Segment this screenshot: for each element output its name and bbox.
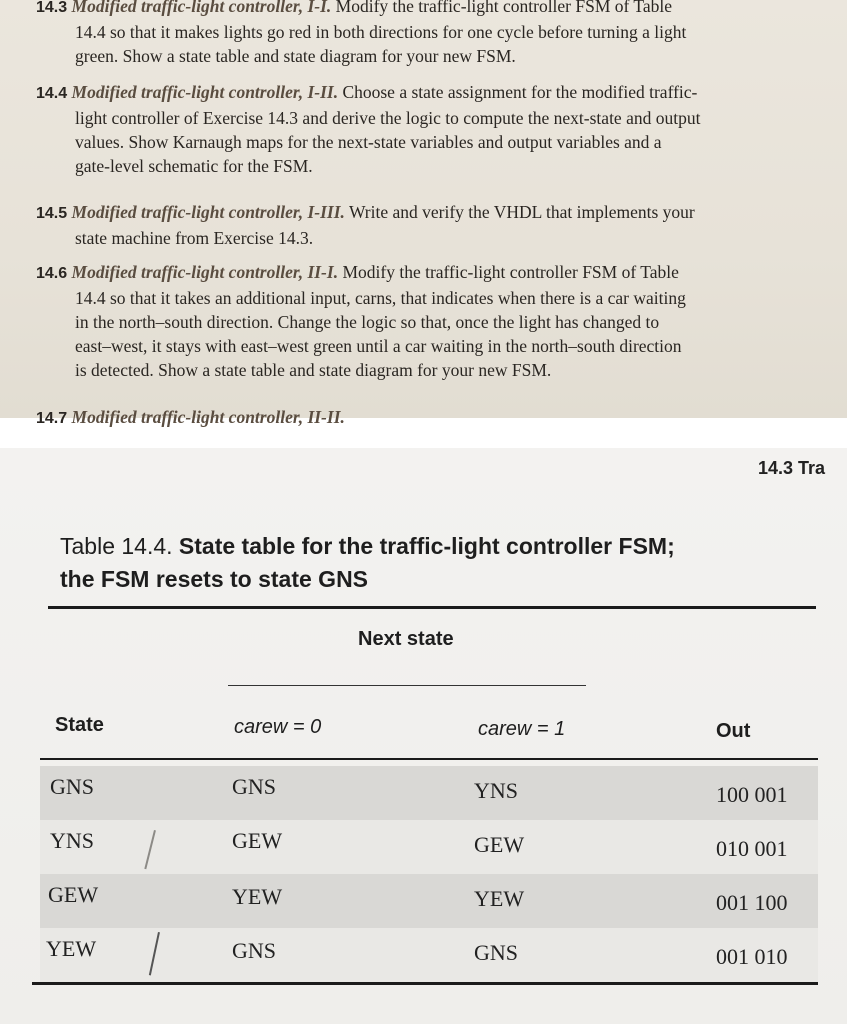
cell-carew-1: GNS bbox=[474, 940, 519, 965]
cell-carew-1: GEW bbox=[474, 832, 525, 857]
table-page-photo bbox=[0, 448, 847, 1024]
exercise-14-6 bbox=[36, 260, 819, 382]
column-header-out: Out bbox=[716, 720, 751, 742]
exercise-text-line: east–west, it stays with east–west green until a car waiting in the north–south direction bbox=[75, 336, 682, 356]
exercise-title: Modified traffic-light controller, II-I. bbox=[71, 262, 339, 282]
table-caption-line: State table for the traffic-light controller FSM; bbox=[178, 533, 675, 559]
table-top-rule bbox=[48, 606, 816, 609]
table-caption bbox=[60, 530, 820, 596]
exercise-number: 14.5 bbox=[36, 205, 68, 222]
exercise-text-line: Modify the traffic-light controller FSM of Table bbox=[335, 0, 673, 16]
exercise-number: 14.4 bbox=[36, 85, 68, 102]
exercise-number: 14.3 bbox=[36, 0, 68, 16]
cell-state: YEW bbox=[46, 936, 97, 961]
exercise-text-line: in the north–south direction. Change the logic so that, once the light has changed to bbox=[75, 312, 660, 332]
exercise-14-7 bbox=[36, 405, 819, 431]
table-caption-line: the FSM resets to state GNS bbox=[60, 566, 369, 592]
cell-carew-0: GNS bbox=[232, 774, 277, 799]
column-header-carew-0: carew = 0 bbox=[234, 716, 322, 738]
table-row-band bbox=[40, 820, 818, 874]
column-header-carew-1: carew = 1 bbox=[478, 718, 566, 740]
exercise-text-line: light controller of Exercise 14.3 and derive the logic to compute the next-state and output bbox=[75, 108, 701, 128]
exercise-number: 14.6 bbox=[36, 265, 68, 282]
cell-state: GEW bbox=[48, 882, 99, 907]
exercise-number: 14.7 bbox=[36, 410, 68, 427]
column-header-state: State bbox=[55, 714, 104, 736]
exercise-text-line: Modify the traffic-light controller FSM of Table bbox=[342, 262, 679, 282]
running-head: 14.3 Tra bbox=[758, 458, 826, 478]
cell-out: 100 001 bbox=[716, 782, 788, 807]
cell-out: 001 100 bbox=[716, 890, 788, 915]
table-header-rule bbox=[40, 758, 818, 760]
cell-out: 001 010 bbox=[716, 944, 788, 969]
exercise-text-line: gate-level schematic for the FSM. bbox=[75, 156, 313, 176]
exercise-text-line: Write and verify the VHDL that implements your bbox=[348, 202, 695, 222]
cell-carew-0: GNS bbox=[232, 938, 277, 963]
exercise-title: Modified traffic-light controller, I-I. bbox=[71, 0, 332, 16]
exercise-title: Modified traffic-light controller, I-III. bbox=[71, 202, 345, 222]
exercise-title: Modified traffic-light controller, II-II. bbox=[71, 407, 345, 427]
next-state-underline bbox=[228, 685, 586, 686]
exercise-14-3 bbox=[36, 0, 819, 68]
exercise-text-line: 14.4 so that it makes lights go red in both directions for one cycle before turning a light bbox=[75, 22, 687, 42]
exercise-text-line: state machine from Exercise 14.3. bbox=[75, 228, 314, 248]
table-bottom-rule bbox=[32, 982, 818, 985]
cell-carew-0: GEW bbox=[232, 828, 283, 853]
exercise-text-line: Choose a state assignment for the modified traffic- bbox=[342, 82, 698, 102]
cell-state: YNS bbox=[50, 828, 95, 853]
exercise-14-5 bbox=[36, 200, 819, 250]
exercise-title: Modified traffic-light controller, I-II. bbox=[71, 82, 339, 102]
table-label: Table 14.4. bbox=[60, 533, 173, 559]
exercise-text-line: values. Show Karnaugh maps for the next-state variables and output variables and a bbox=[75, 132, 662, 152]
exercise-14-4 bbox=[36, 80, 819, 178]
cell-state: GNS bbox=[50, 774, 95, 799]
exercise-text-line: is detected. Show a state table and state diagram for your new FSM. bbox=[75, 360, 552, 380]
exercise-page-photo bbox=[0, 0, 847, 427]
exercise-text-line: 14.4 so that it takes an additional input, carns, that indicates when there is a car waiting bbox=[75, 288, 686, 308]
table-row-band bbox=[40, 766, 818, 820]
cell-carew-1: YEW bbox=[474, 886, 525, 911]
next-state-header: Next state bbox=[358, 628, 454, 650]
cell-out: 010 001 bbox=[716, 836, 788, 861]
exercise-text-line: green. Show a state table and state diagram for your new FSM. bbox=[75, 46, 516, 66]
cell-carew-1: YNS bbox=[474, 778, 519, 803]
table-row-band bbox=[40, 874, 818, 928]
cell-carew-0: YEW bbox=[232, 884, 283, 909]
